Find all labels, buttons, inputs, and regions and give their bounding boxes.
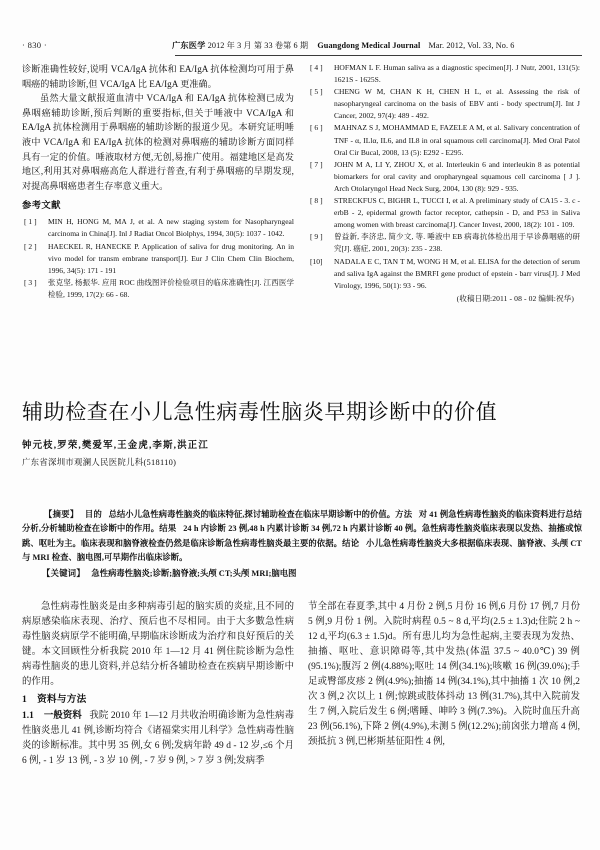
page-number: · 830 · (22, 40, 48, 50)
continuation-paragraph-2: 虽然大量文献报道血清中 VCA/IgA 和 EA/IgA 抗体检测已成为鼻咽癌辅助诊断,预后判断的重要指标,但关于唾液中 VCA/IgA 和 EA/IgA 抗体检测用于鼻咽癌的辅助诊断的报道少见。本研究证明唾液中 VCA/IgA 和 EA/IgA 抗体的检测对鼻咽癌的辅助诊断方面同样具有一定的价值。唾液取材方便,无创,易推广使用。福建地区是高发地区,利用其对鼻咽癌高危人群进行普查,有利于鼻咽癌的早期发现,对提高鼻咽癌患者生存率意义重大。 (22, 93, 294, 191)
body-left-column (22, 600, 294, 769)
continuation-paragraph-1: 诊断准确性较好,说明 VCA/IgA 抗体和 EA/IgA 抗体检测均可用于鼻咽癌的辅助诊断,但 VCA/IgA 比 EA/IgA 更准确。 (22, 64, 294, 89)
reference-item (308, 231, 580, 255)
masthead-cn-issue: 2012 年 3 月 第 33 卷第 6 期 (207, 41, 309, 50)
section-number: 1 (22, 694, 28, 705)
subsection-1-1 (22, 709, 294, 769)
reference-list-left (22, 216, 294, 301)
abstract-label-methods: 方法 (395, 510, 413, 519)
subsection-title: 一般资料 (43, 710, 82, 721)
masthead (172, 40, 582, 51)
abstract-label-conclusion: 结论 (342, 538, 360, 548)
subsection-text: 我院 2010 年 1—12 月共收治明确诊断为急性病毒性脑炎患儿 41 例,诊断均符合《诸福棠实用儿科学》急性病毒性脑炎的诊断标准。其中男 35 例,女 6 例;发病年龄 49 d - 12 岁,≤6 个月 6 例, - 1 岁 13 例, - 3 岁 10 例, - 7 岁 9 例, > 7 岁 3 例;发病季 (22, 710, 294, 766)
keywords-tag: 【关键词】 (42, 568, 85, 578)
reference-text: NADALA E C, TAN T M, WONG H M, et al. ELISA for the detection of serum and saliva IgA against the BMRFI gene product of epstein - barr virus[J]. J Med Virology, 1996, 50(1): 93 - 96. (334, 256, 580, 290)
article-affiliation: 广东省深圳市观澜人民医院儿科(518110) (22, 458, 177, 467)
masthead-cn-title: 广东医学 (172, 41, 206, 50)
left-column-top (22, 62, 294, 304)
intro-paragraph: 急性病毒性脑炎是由多种病毒引起的脑实质的炎症,且不同的病原感染临床表现、治疗、预后也不尽相同。由于大多數急性病毒性脑炎病原学不能明确,早期临床诊断成为治疗和良好预后的关键。本文回顾性分析我院 2010 年 1—12 月 41 例住院诊断为急性病毒性脑炎的患儿资料,并总结分析各辅助检查在疾病早期诊断中的作用。 (22, 602, 294, 687)
abstract-label-results: 结果 (159, 524, 177, 534)
reference-number: [ 1 ] (24, 217, 37, 227)
abstract-conclusion-text: 小儿急性病毒性脑炎大多根据临床表现、脑脊液、头颅 CT 与 MRI 检查、脑电图,可早期作出临床诊断。 (22, 538, 583, 563)
reference-item (22, 277, 294, 301)
reference-text: MIN H, HONG M, MA J, et al. A new staging system for Nasopharyngeal carcinoma in China[J]. Inl J Radiat Oncol Biolphys, 1994, 30(5): 1037 - 1042. (48, 217, 294, 239)
masthead-en-issue: Mar. 2012, Vol. 33, No. 6 (428, 41, 515, 50)
reference-item (308, 195, 580, 231)
reference-item (22, 241, 294, 277)
reference-number: [ 2 ] (24, 241, 37, 251)
header-rule (175, 55, 582, 56)
abstract-objective-text: 总结小儿急性病毒性脑炎的临床特征,探讨辅助检查在临床早期诊断中的价值。 (108, 510, 396, 519)
reference-text: CHENG W M, CHAN K H, CHEN H L, et al. Assessing the risk of nasopharyngeal carcinoma on the basis of EBV anti - body spectrum[J]. Int J Cancer, 2002, 97(4): 489 - 492. (334, 87, 580, 121)
reference-text: HAECKEL R, HANECKE P. Application of saliva for drug monitoring. An in vivo model for transm embrane transport[J]. Eur J Clin Chem Clin Biochem, 1996, 34(5): 171 - 191 (48, 241, 294, 275)
body-columns (22, 600, 582, 769)
keywords-text: 急性病毒性脑炎;诊断;脑脊液;头颅 CT;头颅 MRI;脑电图 (91, 568, 297, 578)
running-head (22, 40, 582, 56)
reference-item (308, 62, 580, 86)
reference-text: HOFMAN L F. Human saliva as a diagnostic specimen[J]. J Nutr, 2001, 131(5): 1621S - 1625S. (334, 63, 580, 85)
abstract-tag: 【摘要】 (44, 510, 79, 519)
section-title: 资料与方法 (37, 694, 87, 705)
reference-item (22, 216, 294, 240)
abstract-results-text: 24 h 内诊断 23 例,48 h 内累计诊断 34 例,72 h 内累计诊断 40 例。急性病毒性脑炎临床表现以发热、抽搐或惊跳、呕吐为主。临床表现和脑脊液检查仍然是临床诊断急性病毒性脑炎最主要的依据。 (22, 524, 582, 548)
subsection-number: 1.1 (22, 710, 34, 721)
top-columns (22, 62, 582, 304)
references-heading: 参考文献 (22, 201, 61, 212)
reference-number: [ 6 ] (310, 123, 323, 133)
abstract-methods-text: 对 41 例急性病毒性脑炎的临床资料进行总结分析,分析辅助检查在诊断中的作用。 (22, 510, 583, 534)
body-right-column (308, 600, 580, 769)
reference-item (308, 256, 580, 292)
reference-item (308, 122, 580, 158)
reference-number: [10] (310, 256, 323, 266)
reference-item (308, 86, 580, 122)
reference-text: JOHN M A, LI Y, ZHOU X, et al. Interleukin 6 and interleukin 8 as potential biomarkers for oral cavity and oropharyngeal squamous cell carcinoma [ J ]. Arch Otolaryngol Head Neck Surg, 2004, 130 (8): 929 - 935. (334, 159, 580, 193)
reference-number: [ 9 ] (310, 232, 323, 242)
reference-number: [ 5 ] (310, 87, 323, 97)
body-right-paragraph: 节全部在春夏季,其中 4 月份 2 例,5 月份 16 例,6 月份 17 例,7 月份 5 例,9 月份 1 例。入院时病程 0.5 ~ 8 d,平均(2.5 ± 1.3)d;住院 2 h ~ 12 d,平均(6.3 ± 1.5)d。所有患儿均为急性起病,主要表现为发热、抽搐、呕吐、意识障碍等,其中发热(体温 37.5 ~ 40.0℃) 39 例(95.1%);腹泻 2 例(4.88%);呕吐 14 例(34.1%);咳嗽 16 例(39.0%);手足或臀部皮疹 2 例(4.9%);抽搐 14 例(34.1%),其中抽搐 1 次 10 例,2 次 3 例,2 次以上 1 例;惊跳或肢体抖动 13 例(31.7%),其中入院前发生 7 例,入院后发生 6 例;嗜睡、呻吟 3 例(7.3%)。入院时血压升高 23 例(56.1%),下降 2 例(4.9%),未测 5 例(12.2%);前囟张力增高 4 例,颈抵抗 3 例,巴彬斯基征阳性 4 例, (308, 602, 580, 747)
article-authors: 钟元枝,罗荣,樊爱军,王金虎,李斯,洪正江 (22, 441, 209, 451)
reference-text: 张克坚, 杨振华. 应用 ROC 曲线图评价检验项目的临床准确性[J]. 江西医学检验, 1999, 17(2): 66 - 68. (48, 277, 294, 299)
reference-text: 曾益新, 李济忠, 简少文, 等. 唾液中 EB 病毒抗体检出用于早诊鼻咽癌的研究[J]. 癌症, 2001, 20(3): 235 - 238. (334, 232, 580, 254)
reference-number: [ 4 ] (310, 63, 323, 72)
masthead-en-title: Guangdong Medical Journal (317, 41, 421, 50)
reference-item (308, 159, 580, 195)
editor-received-line: (收稿日期:2011 - 08 - 02 编辑:祝华) (456, 293, 574, 303)
abstract-block (22, 508, 582, 581)
article-header (22, 398, 582, 470)
keywords-block (22, 567, 582, 581)
reference-number: [ 3 ] (24, 277, 37, 287)
reference-text: MAHNAZ S J, MOHAMMAD E, FAZELE A M, et al. Salivary concentration of TNF - α, ILlα, IL6, and IL8 in oral squamous cell carcinoma[J]. Med Oral Patol Oral Cir Bucal, 2008, 13 (5): E292 - E295. (334, 123, 580, 157)
reference-number: [ 7 ] (310, 159, 323, 169)
reference-number: [ 8 ] (310, 196, 323, 206)
reference-list-right (308, 62, 580, 292)
section-heading-1 (22, 692, 294, 708)
right-column-top (308, 62, 580, 304)
article-title: 辅助检查在小儿急性病毒性脑炎早期诊断中的价值 (22, 400, 498, 424)
reference-text: STRECKFUS C, BIGHR L, TUCCI I, et al. A preliminary study of CA15 - 3. c - erbB - 2, epidermal growth factor receptor, cathepsin - D, and P53 in Saliva among women with breast carcinoma[J]. Cancer Invest, 2000, 18(2): 101 - 109. (334, 196, 580, 230)
abstract-label-objective: 目的 (84, 510, 103, 519)
